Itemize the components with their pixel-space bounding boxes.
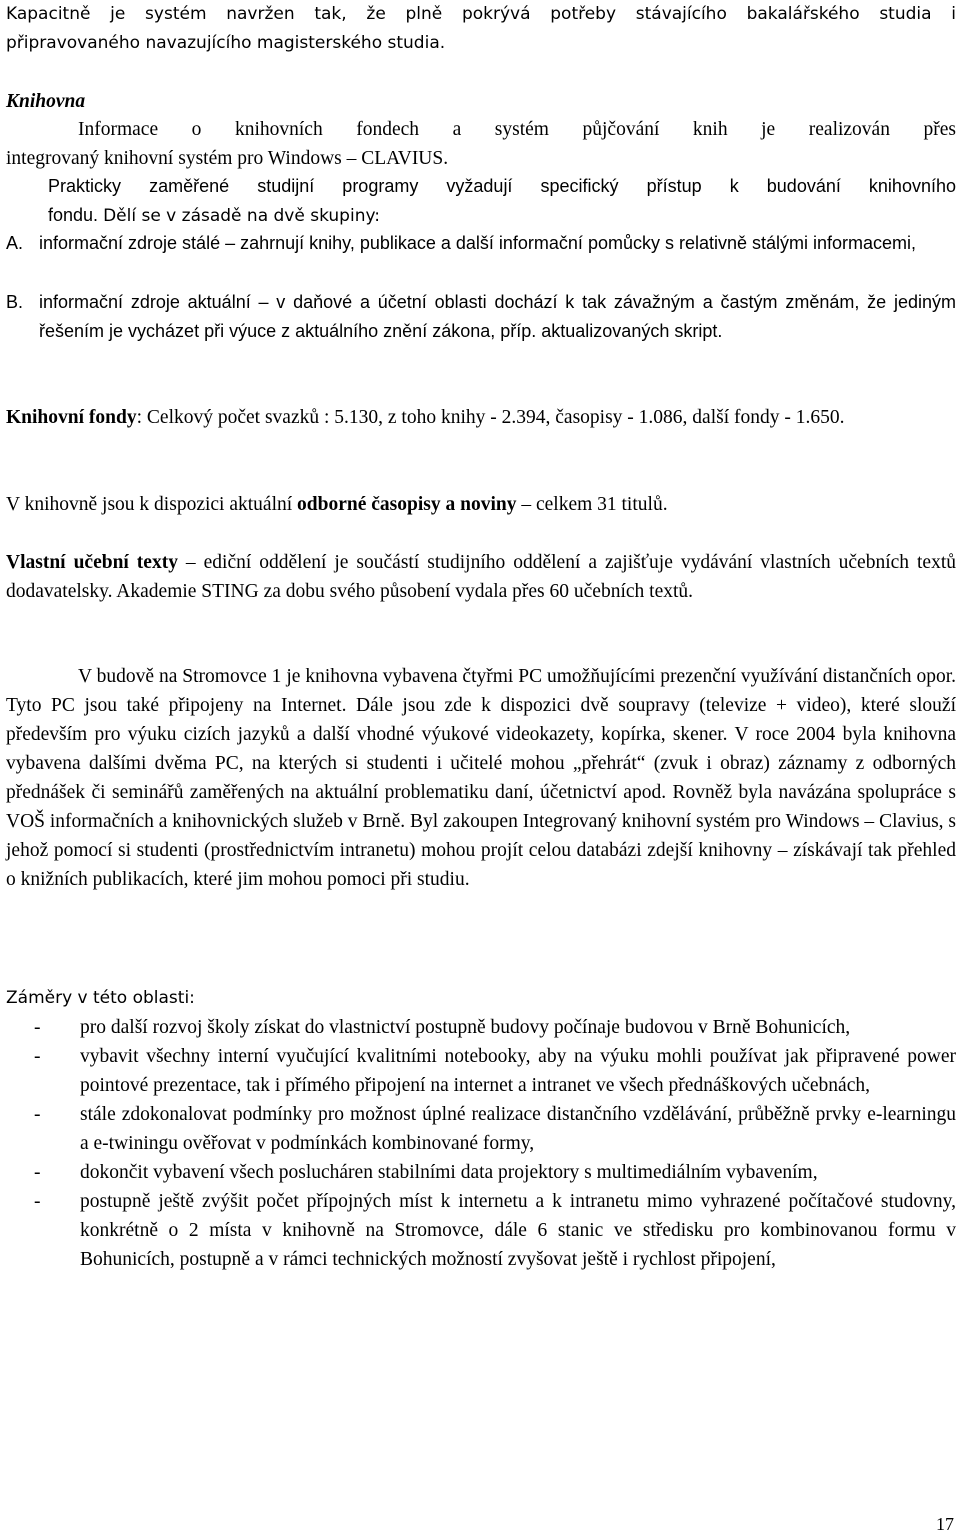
list-dash: -	[34, 1017, 41, 1038]
library-paragraph-1	[6, 115, 956, 173]
list-dash: -	[34, 1046, 41, 1067]
list-item	[6, 1013, 956, 1042]
goal-item-text: dokončit vybavení všech poslucháren stabilními data projektory s multimediálním vybavením,	[80, 1162, 818, 1183]
list-dash: -	[34, 1191, 41, 1212]
item-a-marker: A.	[6, 233, 24, 253]
periodicals-paragraph	[6, 490, 956, 519]
item-b-text: informační zdroje aktuální – v daňové a účetní oblasti dochází k tak závažným a častým změnám, že jediným řešením je vycházet při výuce z aktuálního znění zákona, příp. aktualizovaných skript.	[39, 292, 956, 341]
goals-list	[6, 1013, 956, 1274]
periodicals-pre: V knihovně jsou k dispozici aktuální	[6, 494, 298, 515]
list-item	[6, 1187, 956, 1274]
goal-item-text: stále zdokonalovat podmínky pro možnost úplné realizace distančního vzdělávání, průběžně prvky e-learningu a e-twiningu ověřovat v podmínkách kombinované formy,	[80, 1104, 956, 1154]
library-p2-line-2	[48, 201, 956, 231]
library-heading: Knihovna	[6, 91, 86, 112]
list-dash: -	[34, 1104, 41, 1125]
holdings-text: : Celkový počet svazků : 5.130, z toho knihy - 2.394, časopisy - 1.086, další fondy - 1.650.	[136, 407, 845, 428]
list-item	[6, 1100, 956, 1158]
textbooks-paragraph	[6, 548, 956, 606]
goal-item-text: postupně ještě zvýšit počet přípojných míst k internetu a k intranetu mimo vyhrazené počítačové studovny, konkrétně o 2 místa v knihovně na Stromovce, dále 6 stanic ve středisku pro kombinovanou formu v Bohunicích, postupně a v rámci technických možností zvyšovat ještě i rychlost připojení,	[80, 1191, 956, 1270]
goals-heading: Záměry v této oblasti:	[6, 988, 195, 1008]
textbooks-bold: Vlastní učební texty	[6, 552, 178, 573]
library-item-a	[6, 229, 956, 258]
goal-item-text: vybavit všechny interní vyučující kvalitními notebooky, aby na výuku mohli používat jak připravené power pointové prezentace, tak i přímého připojení na internet a intranet ve všech přednáškových učebnách,	[80, 1046, 956, 1096]
page-number: 17	[936, 1514, 954, 1534]
library-p2-fondu: fondu.	[48, 205, 99, 225]
goal-item-text: pro další rozvoj školy získat do vlastnictví postupně budovy počínaje budovou v Brně Bohunicích,	[80, 1017, 851, 1038]
periodicals-post: – celkem 31 titulů.	[516, 494, 668, 515]
library-paragraph-2	[48, 172, 956, 231]
intro-line-1: Kapacitně je systém navržen tak, že plně pokrývá potřeby stávajícího bakalářského studia i	[6, 4, 956, 24]
item-a-text: informační zdroje stálé – zahrnují knihy, publikace a další informační pomůcky s relativně stálými informacemi,	[39, 233, 917, 253]
periodicals-bold: odborné časopisy a noviny	[297, 494, 517, 515]
intro-paragraph	[6, 0, 956, 58]
item-b-marker: B.	[6, 292, 24, 312]
library-item-b	[6, 288, 956, 346]
holdings-label: Knihovní fondy	[6, 407, 137, 428]
list-item	[6, 1042, 956, 1100]
library-p2-groups: Dělí se v zásadě na dvě skupiny:	[103, 206, 381, 226]
intro-line-2: připravovaného navazujícího magisterského studia.	[6, 33, 446, 53]
list-dash: -	[34, 1162, 41, 1183]
stromovka-paragraph: V budově na Stromovce 1 je knihovna vybavena čtyřmi PC umožňujícími prezenční využívání distančních opor. Tyto PC jsou také připojeny na Internet. Dále jsou zde k dispozici dvě soupravy (televize + video), které slouží především pro výuku cizích jazyků a další vhodné výukové videokazety, kopírka, skener. V roce 2004 byla knihovna vybavena dalšími dvěma PC, na kterých si studenti i učitelé mohou „přehrát“ (zvuk i obraz) záznamy z odborných přednášek či seminářů zaměřených na aktuální problematiku daní, účetnictví apod. Rovněž byla navázána spolupráce s VOŠ informačních a knihovnických služeb v Brně. Byl zakoupen Integrovaný knihovní systém pro Windows – Clavius, s jehož pomocí si studenti (prostřednictvím intranetu) mohou projít celou databázi zdejší knihovny – získávají tak přehled o knižních publikacích, které jim mohou pomoci při studiu.	[6, 666, 956, 890]
library-p1-line-1: Informace o knihovních fondech a systém půjčování knih je realizován přes	[78, 119, 956, 140]
library-p1-line-2: integrovaný knihovní systém pro Windows – CLAVIUS.	[6, 148, 449, 169]
list-item	[6, 1158, 956, 1187]
textbooks-text: – ediční oddělení je součástí studijního oddělení a zajišťuje vydávání vlastních učebních textů dodavatelsky. Akademie STING za dobu svého působení vydala přes 60 učebních textů.	[6, 552, 957, 602]
library-p2-line-1: Prakticky zaměřené studijní programy vyžadují specifický přístup k budování knihovního	[48, 176, 956, 196]
library-holdings	[6, 403, 946, 432]
